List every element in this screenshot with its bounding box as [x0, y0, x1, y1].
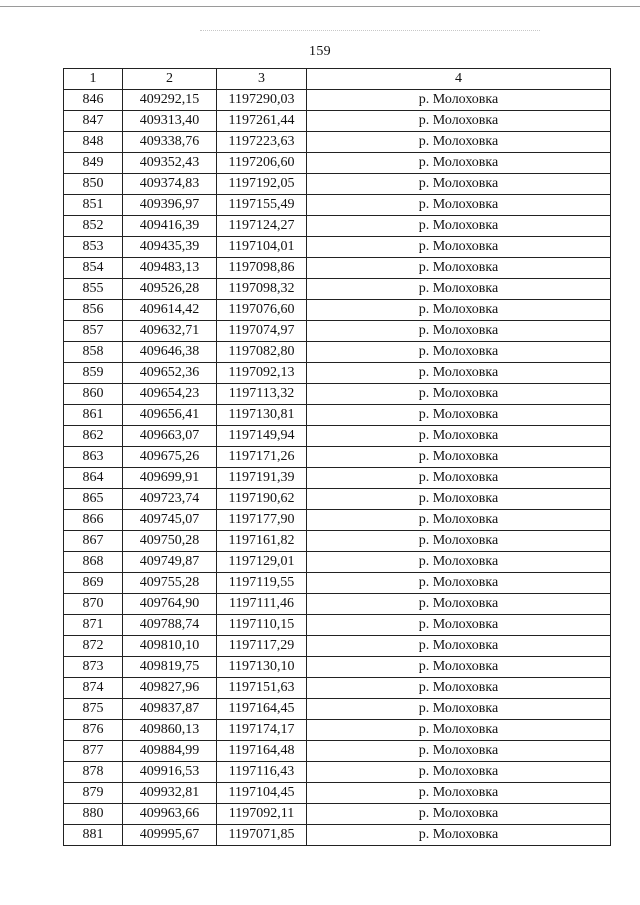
x-coordinate-cell: 409652,36 [123, 363, 217, 384]
table-row [64, 384, 611, 405]
table-row [64, 363, 611, 384]
point-number-cell: 855 [64, 279, 123, 300]
description-cell: р. Молоховка [307, 615, 611, 636]
y-coordinate-cell: 1197092,11 [217, 804, 307, 825]
description-cell: р. Молоховка [307, 552, 611, 573]
y-coordinate-cell: 1197129,01 [217, 552, 307, 573]
point-number-cell: 879 [64, 783, 123, 804]
x-coordinate-cell: 409932,81 [123, 783, 217, 804]
x-coordinate-cell: 409745,07 [123, 510, 217, 531]
description-cell: р. Молоховка [307, 342, 611, 363]
description-cell: р. Молоховка [307, 216, 611, 237]
x-coordinate-cell: 409764,90 [123, 594, 217, 615]
table-row [64, 531, 611, 552]
table-row [64, 636, 611, 657]
x-coordinate-cell: 409788,74 [123, 615, 217, 636]
y-coordinate-cell: 1197161,82 [217, 531, 307, 552]
description-cell: р. Молоховка [307, 636, 611, 657]
point-number-cell: 870 [64, 594, 123, 615]
y-coordinate-cell: 1197119,55 [217, 573, 307, 594]
description-cell: р. Молоховка [307, 300, 611, 321]
table-row [64, 552, 611, 573]
description-cell: р. Молоховка [307, 195, 611, 216]
description-cell: р. Молоховка [307, 237, 611, 258]
description-cell: р. Молоховка [307, 825, 611, 846]
y-coordinate-cell: 1197104,01 [217, 237, 307, 258]
table-row [64, 594, 611, 615]
x-coordinate-cell: 409810,10 [123, 636, 217, 657]
x-coordinate-cell: 409396,97 [123, 195, 217, 216]
x-coordinate-cell: 409292,15 [123, 90, 217, 111]
y-coordinate-cell: 1197151,63 [217, 678, 307, 699]
x-coordinate-cell: 409654,23 [123, 384, 217, 405]
x-coordinate-cell: 409837,87 [123, 699, 217, 720]
table-row [64, 90, 611, 111]
description-cell: р. Молоховка [307, 132, 611, 153]
point-number-cell: 867 [64, 531, 123, 552]
table-header-row [64, 69, 611, 90]
description-cell: р. Молоховка [307, 90, 611, 111]
description-cell: р. Молоховка [307, 468, 611, 489]
scan-edge-line [0, 6, 640, 7]
y-coordinate-cell: 1197261,44 [217, 111, 307, 132]
table-row [64, 321, 611, 342]
table-row [64, 300, 611, 321]
point-number-cell: 868 [64, 552, 123, 573]
point-number-cell: 856 [64, 300, 123, 321]
table-row [64, 573, 611, 594]
x-coordinate-cell: 409827,96 [123, 678, 217, 699]
description-cell: р. Молоховка [307, 594, 611, 615]
y-coordinate-cell: 1197130,10 [217, 657, 307, 678]
point-number-cell: 860 [64, 384, 123, 405]
description-cell: р. Молоховка [307, 510, 611, 531]
table-row [64, 741, 611, 762]
y-coordinate-cell: 1197110,15 [217, 615, 307, 636]
point-number-cell: 851 [64, 195, 123, 216]
description-cell: р. Молоховка [307, 741, 611, 762]
y-coordinate-cell: 1197206,60 [217, 153, 307, 174]
y-coordinate-cell: 1197111,46 [217, 594, 307, 615]
table-row [64, 720, 611, 741]
point-number-cell: 872 [64, 636, 123, 657]
description-cell: р. Молоховка [307, 426, 611, 447]
y-coordinate-cell: 1197071,85 [217, 825, 307, 846]
point-number-cell: 852 [64, 216, 123, 237]
table-row [64, 153, 611, 174]
table-row [64, 447, 611, 468]
point-number-cell: 881 [64, 825, 123, 846]
column-header-2: 2 [123, 69, 217, 90]
x-coordinate-cell: 409723,74 [123, 489, 217, 510]
description-cell: р. Молоховка [307, 258, 611, 279]
table-row [64, 510, 611, 531]
point-number-cell: 862 [64, 426, 123, 447]
y-coordinate-cell: 1197082,80 [217, 342, 307, 363]
x-coordinate-cell: 409963,66 [123, 804, 217, 825]
description-cell: р. Молоховка [307, 489, 611, 510]
description-cell: р. Молоховка [307, 447, 611, 468]
description-cell: р. Молоховка [307, 804, 611, 825]
column-header-1: 1 [64, 69, 123, 90]
y-coordinate-cell: 1197164,48 [217, 741, 307, 762]
table-row [64, 405, 611, 426]
point-number-cell: 873 [64, 657, 123, 678]
description-cell: р. Молоховка [307, 762, 611, 783]
point-number-cell: 866 [64, 510, 123, 531]
y-coordinate-cell: 1197117,29 [217, 636, 307, 657]
point-number-cell: 850 [64, 174, 123, 195]
point-number-cell: 846 [64, 90, 123, 111]
x-coordinate-cell: 409995,67 [123, 825, 217, 846]
table-row [64, 468, 611, 489]
point-number-cell: 863 [64, 447, 123, 468]
table-row [64, 216, 611, 237]
point-number-cell: 847 [64, 111, 123, 132]
table-row [64, 678, 611, 699]
description-cell: р. Молоховка [307, 720, 611, 741]
x-coordinate-cell: 409632,71 [123, 321, 217, 342]
description-cell: р. Молоховка [307, 174, 611, 195]
point-number-cell: 875 [64, 699, 123, 720]
x-coordinate-cell: 409819,75 [123, 657, 217, 678]
y-coordinate-cell: 1197190,62 [217, 489, 307, 510]
description-cell: р. Молоховка [307, 573, 611, 594]
point-number-cell: 864 [64, 468, 123, 489]
coordinates-table [63, 68, 611, 846]
point-number-cell: 853 [64, 237, 123, 258]
y-coordinate-cell: 1197098,86 [217, 258, 307, 279]
table-row [64, 237, 611, 258]
y-coordinate-cell: 1197124,27 [217, 216, 307, 237]
table-row [64, 132, 611, 153]
y-coordinate-cell: 1197223,63 [217, 132, 307, 153]
point-number-cell: 849 [64, 153, 123, 174]
table-row [64, 699, 611, 720]
column-header-3: 3 [217, 69, 307, 90]
description-cell: р. Молоховка [307, 321, 611, 342]
description-cell: р. Молоховка [307, 279, 611, 300]
x-coordinate-cell: 409374,83 [123, 174, 217, 195]
description-cell: р. Молоховка [307, 657, 611, 678]
table-row [64, 804, 611, 825]
point-number-cell: 858 [64, 342, 123, 363]
y-coordinate-cell: 1197164,45 [217, 699, 307, 720]
x-coordinate-cell: 409614,42 [123, 300, 217, 321]
y-coordinate-cell: 1197192,05 [217, 174, 307, 195]
description-cell: р. Молоховка [307, 384, 611, 405]
x-coordinate-cell: 409750,28 [123, 531, 217, 552]
point-number-cell: 871 [64, 615, 123, 636]
table-row [64, 426, 611, 447]
description-cell: р. Молоховка [307, 678, 611, 699]
description-cell: р. Молоховка [307, 153, 611, 174]
description-cell: р. Молоховка [307, 783, 611, 804]
x-coordinate-cell: 409916,53 [123, 762, 217, 783]
x-coordinate-cell: 409646,38 [123, 342, 217, 363]
x-coordinate-cell: 409749,87 [123, 552, 217, 573]
table-row [64, 762, 611, 783]
table-row [64, 783, 611, 804]
x-coordinate-cell: 409663,07 [123, 426, 217, 447]
x-coordinate-cell: 409352,43 [123, 153, 217, 174]
y-coordinate-cell: 1197191,39 [217, 468, 307, 489]
y-coordinate-cell: 1197177,90 [217, 510, 307, 531]
point-number-cell: 874 [64, 678, 123, 699]
point-number-cell: 857 [64, 321, 123, 342]
y-coordinate-cell: 1197174,17 [217, 720, 307, 741]
x-coordinate-cell: 409313,40 [123, 111, 217, 132]
y-coordinate-cell: 1197130,81 [217, 405, 307, 426]
x-coordinate-cell: 409435,39 [123, 237, 217, 258]
point-number-cell: 859 [64, 363, 123, 384]
x-coordinate-cell: 409656,41 [123, 405, 217, 426]
table-body [64, 90, 611, 846]
x-coordinate-cell: 409483,13 [123, 258, 217, 279]
point-number-cell: 854 [64, 258, 123, 279]
table-row [64, 342, 611, 363]
description-cell: р. Молоховка [307, 111, 611, 132]
x-coordinate-cell: 409675,26 [123, 447, 217, 468]
y-coordinate-cell: 1197113,32 [217, 384, 307, 405]
point-number-cell: 880 [64, 804, 123, 825]
x-coordinate-cell: 409699,91 [123, 468, 217, 489]
table-row [64, 279, 611, 300]
y-coordinate-cell: 1197092,13 [217, 363, 307, 384]
table-row [64, 258, 611, 279]
point-number-cell: 876 [64, 720, 123, 741]
column-header-4: 4 [307, 69, 611, 90]
y-coordinate-cell: 1197290,03 [217, 90, 307, 111]
description-cell: р. Молоховка [307, 531, 611, 552]
table-row [64, 825, 611, 846]
x-coordinate-cell: 409884,99 [123, 741, 217, 762]
point-number-cell: 861 [64, 405, 123, 426]
y-coordinate-cell: 1197104,45 [217, 783, 307, 804]
x-coordinate-cell: 409416,39 [123, 216, 217, 237]
y-coordinate-cell: 1197155,49 [217, 195, 307, 216]
y-coordinate-cell: 1197171,26 [217, 447, 307, 468]
x-coordinate-cell: 409526,28 [123, 279, 217, 300]
y-coordinate-cell: 1197116,43 [217, 762, 307, 783]
y-coordinate-cell: 1197098,32 [217, 279, 307, 300]
table-row [64, 657, 611, 678]
point-number-cell: 878 [64, 762, 123, 783]
description-cell: р. Молоховка [307, 363, 611, 384]
table-row [64, 174, 611, 195]
y-coordinate-cell: 1197149,94 [217, 426, 307, 447]
y-coordinate-cell: 1197076,60 [217, 300, 307, 321]
y-coordinate-cell: 1197074,97 [217, 321, 307, 342]
x-coordinate-cell: 409860,13 [123, 720, 217, 741]
description-cell: р. Молоховка [307, 405, 611, 426]
page-number: 159 [309, 44, 331, 59]
table-row [64, 615, 611, 636]
point-number-cell: 865 [64, 489, 123, 510]
description-cell: р. Молоховка [307, 699, 611, 720]
table-row [64, 489, 611, 510]
x-coordinate-cell: 409338,76 [123, 132, 217, 153]
point-number-cell: 869 [64, 573, 123, 594]
scan-noise [200, 30, 540, 31]
x-coordinate-cell: 409755,28 [123, 573, 217, 594]
point-number-cell: 848 [64, 132, 123, 153]
table-row [64, 111, 611, 132]
point-number-cell: 877 [64, 741, 123, 762]
table-row [64, 195, 611, 216]
